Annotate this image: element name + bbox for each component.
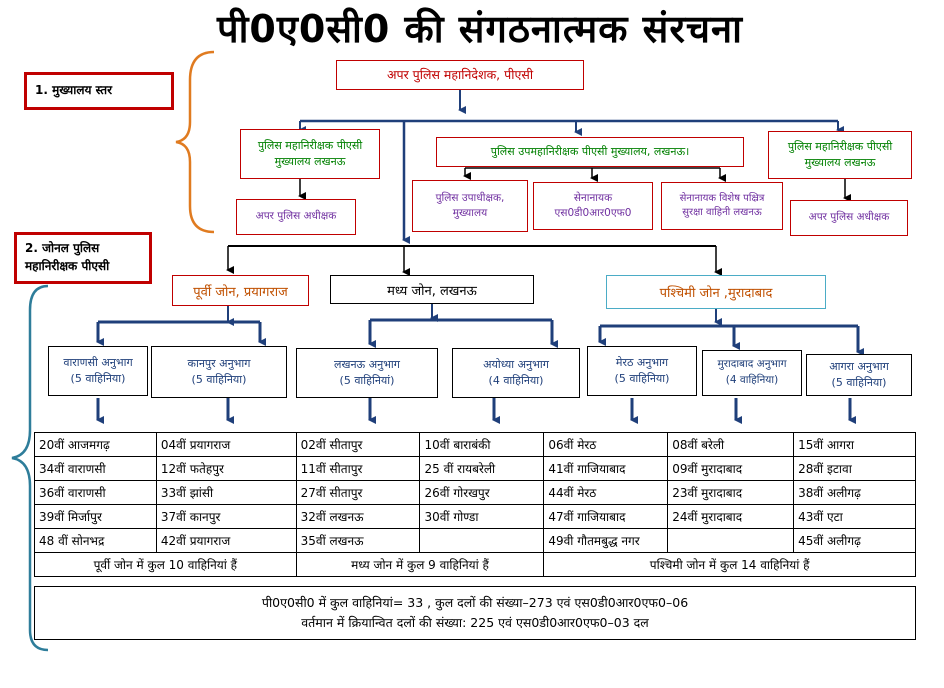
summary-line2: वर्तमान में क्रियान्वित दलों की संख्या: 225 एवं एस0डी0आर0एफ0–03 दल — [301, 615, 649, 630]
special-security-box — [661, 182, 783, 230]
table-cell: 23वीं मुरादाबाद — [668, 481, 794, 505]
east-zone-box — [172, 275, 309, 306]
hq-level-label — [24, 72, 174, 110]
table-cell: 48 वीं सोनभद्र — [35, 529, 157, 553]
table-cell: 20वीं आजमगढ़ — [35, 433, 157, 457]
hq-level-brace — [176, 52, 214, 232]
table-cell: 32वीं लखनऊ — [296, 505, 420, 529]
sector-count: (5 वाहिनिया) — [191, 373, 247, 386]
sector-meerut-box — [587, 346, 697, 396]
page-title: पी0ए0सी0 की संगठनात्मक संरचना — [217, 7, 743, 51]
commandant-sdrf-line1: सेनानायक — [573, 191, 613, 204]
dsp-hq-box — [412, 180, 528, 232]
table-row — [35, 529, 916, 553]
table-cell: 44वीं मेरठ — [544, 481, 668, 505]
special-security-line2: सुरक्षा वाहिनी लखनऊ — [682, 207, 762, 218]
dig-hq-box — [436, 137, 744, 167]
table-cell: 41वीं गाजियाबाद — [544, 457, 668, 481]
sector-agra-box — [806, 354, 912, 396]
dsp-hq-line1: पुलिस उपाधीक्षक, — [435, 191, 505, 204]
summary-box — [34, 586, 916, 640]
table-cell — [420, 529, 544, 553]
sector-lucknow-box — [296, 348, 438, 398]
table-cell: 33वीं झांसी — [156, 481, 296, 505]
zonal-level-line2: महानिरीक्षक पीएसी — [25, 259, 110, 273]
ig-hq-left-line1: पुलिस महानिरीक्षक पीएसी — [257, 139, 363, 153]
sector-name: मुरादाबाद अनुभाग — [717, 358, 787, 371]
table-cell: 38वीं अलीगढ़ — [794, 481, 916, 505]
ig-hq-right-line2: मुख्यालय लखनऊ — [804, 156, 876, 169]
sector-moradabad-box — [702, 350, 802, 396]
east-zone-label: पूर्वी जोन, प्रयागराज — [193, 284, 288, 300]
table-cell: 24वीं मुरादाबाद — [668, 505, 794, 529]
table-cell: 43वीं एटा — [794, 505, 916, 529]
table-cell: 30वीं गोण्डा — [420, 505, 544, 529]
sector-count: (5 वाहिनिया) — [831, 376, 887, 389]
adg-pac-box — [336, 60, 584, 90]
west-zone-box — [606, 275, 826, 309]
table-cell: 15वीं आगरा — [794, 433, 916, 457]
table-cell: 35वीं लखनऊ — [296, 529, 420, 553]
sector-count: (5 वाहिनियां) — [339, 374, 395, 387]
table-cell — [668, 529, 794, 553]
table-cell: 37वीं कानपुर — [156, 505, 296, 529]
commandant-sdrf-line2: एस0डी0आर0एफ0 — [554, 207, 632, 219]
central-zone-total: मध्य जोन में कुल 9 वाहिनियां हैं — [296, 553, 544, 577]
asp-left-label: अपर पुलिस अधीक्षक — [255, 210, 337, 223]
table-row — [35, 457, 916, 481]
ig-hq-left-line2: मुख्यालय लखनऊ — [274, 155, 346, 168]
central-zone-box — [330, 275, 534, 304]
table-row — [35, 481, 916, 505]
table-cell: 06वीं मेरठ — [544, 433, 668, 457]
table-cell: 34वीं वाराणसी — [35, 457, 157, 481]
sector-count: (5 वाहिनिया) — [70, 372, 126, 385]
special-security-line1: सेनानायक विशेष पक्ष्रित्र — [679, 192, 765, 204]
ig-hq-left-box — [240, 129, 380, 179]
table-cell: 11वीं सीतापुर — [296, 457, 420, 481]
asp-right-box — [790, 200, 908, 236]
table-cell: 28वीं इटावा — [794, 457, 916, 481]
west-zone-total: पश्चिमी जोन में कुल 14 वाहिनियां हैं — [544, 553, 916, 577]
sector-name: लखनऊ अनुभाग — [334, 357, 400, 371]
sector-name: कानपुर अनुभाग — [187, 356, 251, 370]
table-cell: 12वीं फतेहपुर — [156, 457, 296, 481]
table-cell: 45वीं अलीगढ़ — [794, 529, 916, 553]
hq-level-text: 1. मुख्यालय स्तर — [35, 83, 113, 97]
sector-name: मेरठ अनुभाग — [615, 355, 669, 369]
zonal-level-line1: 2. जोनल पुलिस — [25, 241, 100, 255]
ig-hq-right-box — [768, 131, 912, 179]
table-cell: 09वीं मुरादाबाद — [668, 457, 794, 481]
sector-kanpur-box — [151, 346, 287, 398]
table-cell: 49वी गौतमबुद्ध नगर — [544, 529, 668, 553]
sector-name: अयोध्या अनुभाग — [483, 357, 549, 371]
west-zone-label: पश्चिमी जोन ,मुरादाबाद — [659, 286, 773, 301]
table-cell: 08वीं बरेली — [668, 433, 794, 457]
table-cell: 39वीं मिर्जापुर — [35, 505, 157, 529]
summary-line1: पी0ए0सी0 में कुल वाहिनियां= 33 , कुल दलों की संख्या–273 एवं एस0डी0आर0एफ0–06 — [261, 595, 689, 610]
sector-count: (5 वाहिनिया) — [614, 372, 670, 385]
asp-right-label: अपर पुलिस अधीक्षक — [808, 211, 890, 224]
dsp-hq-line2: मुख्यालय — [452, 207, 488, 219]
commandant-sdrf-box — [533, 182, 653, 230]
east-zone-total: पूर्वी जोन में कुल 10 वाहिनियां हैं — [35, 553, 297, 577]
table-cell: 25 वीं रायबरेली — [420, 457, 544, 481]
sector-name: वाराणसी अनुभाग — [63, 355, 133, 369]
dig-hq-label: पुलिस उपमहानिरीक्षक पीएसी मुख्यालय, लखनऊ। — [490, 145, 690, 159]
sector-varanasi-box — [48, 346, 148, 396]
zonal-level-label — [14, 232, 152, 284]
table-row — [35, 505, 916, 529]
table-row — [35, 433, 916, 457]
table-cell: 42वीं प्रयागराज — [156, 529, 296, 553]
table-cell: 10वीं बाराबंकी — [420, 433, 544, 457]
asp-left-box — [236, 199, 356, 235]
sector-count: (4 वाहिनिया) — [725, 374, 779, 386]
central-zone-label: मध्य जोन, लखनऊ — [387, 283, 477, 299]
sector-ayodhya-box — [452, 348, 580, 398]
table-cell: 26वीं गोरखपुर — [420, 481, 544, 505]
adg-pac-label: अपर पुलिस महानिदेशक, पीएसी — [386, 66, 534, 82]
table-cell: 47वीं गाजियाबाद — [544, 505, 668, 529]
table-cell: 04वीं प्रयागराज — [156, 433, 296, 457]
table-cell: 27वीं सीतापुर — [296, 481, 420, 505]
table-cell: 36वीं वाराणसी — [35, 481, 157, 505]
totals-row — [35, 553, 916, 577]
battalions-table — [34, 432, 916, 577]
ig-hq-right-line1: पुलिस महानिरीक्षक पीएसी — [787, 140, 893, 154]
table-cell: 02वीं सीतापुर — [296, 433, 420, 457]
sector-name: आगरा अनुभाग — [829, 359, 889, 373]
sector-count: (4 वाहिनिया) — [488, 374, 544, 387]
